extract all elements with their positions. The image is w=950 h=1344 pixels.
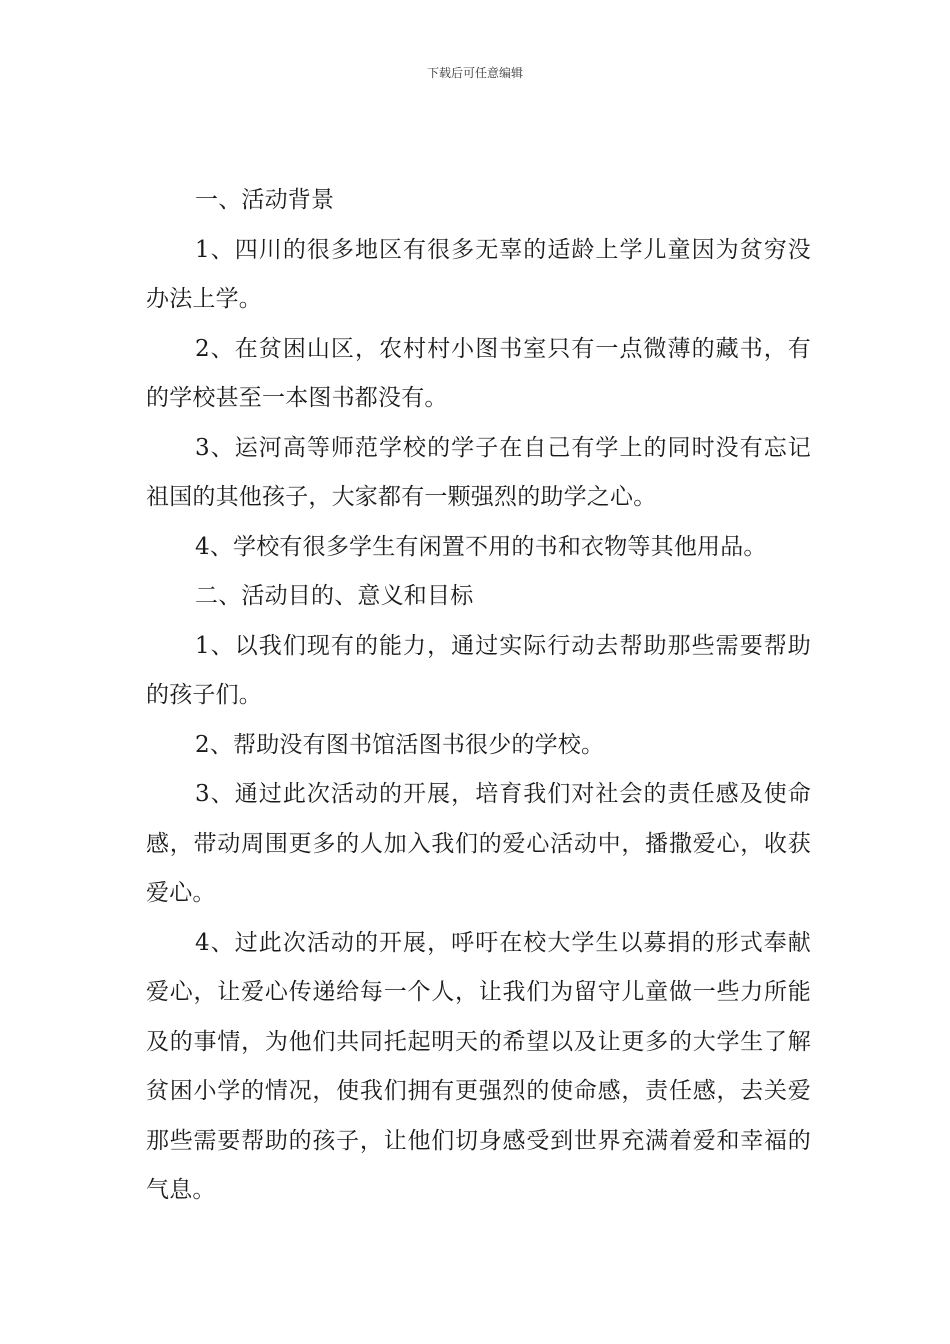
paragraph-purpose-3: 3、通过此次活动的开展，培育我们对社会的责任感及使命感，带动周围更多的人加入我们的爱心活动中，播撒爱心，收获爱心。 xyxy=(146,781,811,906)
paragraph-purpose-4: 4、过此次活动的开展，呼吁在校大学生以募捐的形式奉献爱心，让爱心传递给每一个人，让我们为留守儿童做一些力所能及的事情，为他们共同托起明天的希望以及让更多的大学生了解贫困小学的情况，使我们拥有更强烈的使命感，责任感，去关爱那些需要帮助的孩子，让他们切身感受到世界充满着爱和幸福的气息。 xyxy=(146,929,811,1203)
document-body xyxy=(146,176,811,1216)
section-heading-purpose: 二、活动目的、意义和目标 xyxy=(195,583,474,609)
paragraph-background-1: 1、四川的很多地区有很多无辜的适龄上学儿童因为贫穷没办法上学。 xyxy=(146,236,811,312)
paragraph-purpose-1: 1、以我们现有的能力，通过实际行动去帮助那些需要帮助的孩子们。 xyxy=(146,632,811,708)
paragraph-background-4: 4、学校有很多学生有闲置不用的书和衣物等其他用品。 xyxy=(195,533,767,560)
section-heading-background: 一、活动背景 xyxy=(195,187,335,213)
page-header: 下载后可任意编辑 xyxy=(426,66,523,80)
paragraph-background-2: 2、在贫困山区，农村村小图书室只有一点微薄的藏书，有的学校甚至一本图书都没有。 xyxy=(146,335,811,411)
paragraph-background-3: 3、运河高等师范学校的学子在自己有学上的同时没有忘记祖国的其他孩子，大家都有一颗强烈的助学之心。 xyxy=(146,434,811,510)
paragraph-purpose-2: 2、帮助没有图书馆活图书很少的学校。 xyxy=(195,731,605,758)
